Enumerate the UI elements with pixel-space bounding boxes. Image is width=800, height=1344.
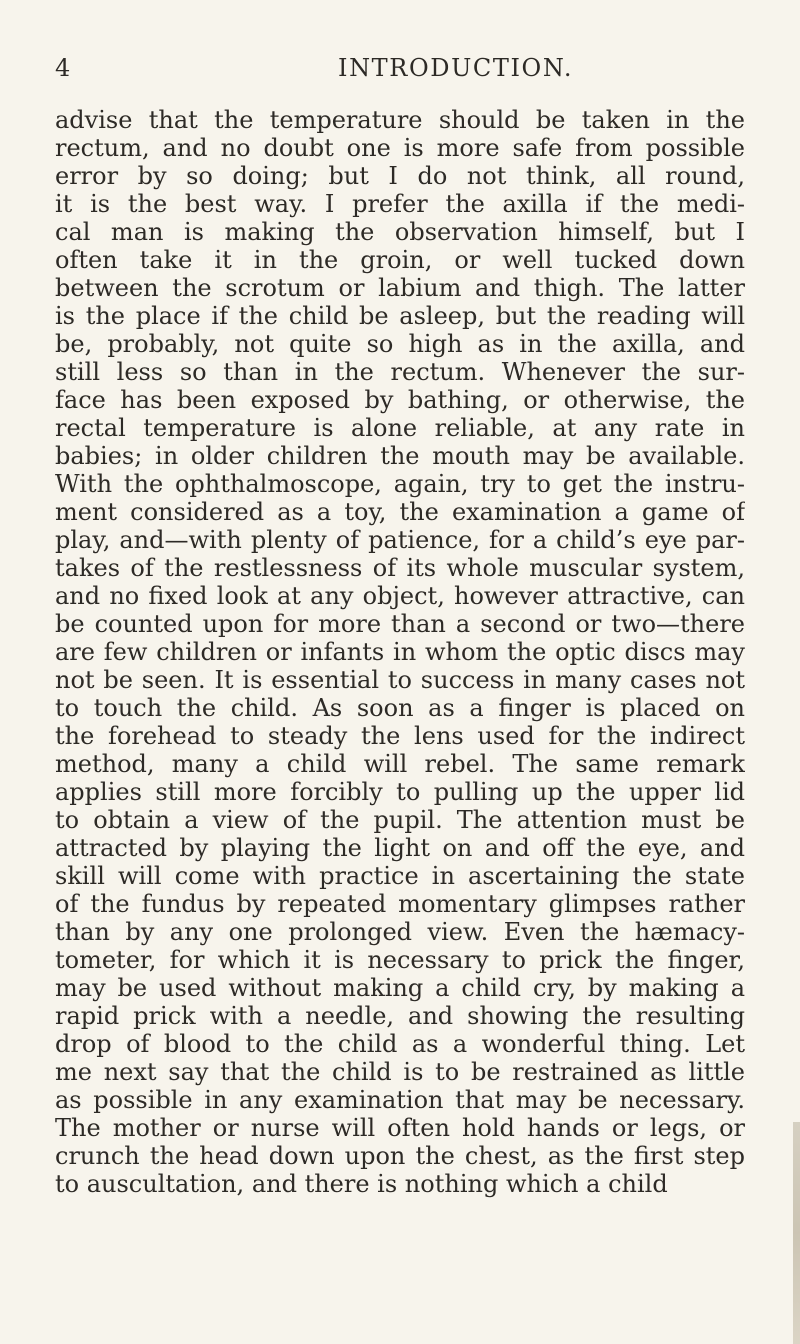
text-line: applies still more forcibly to pulling up the upper lid: [55, 778, 745, 806]
text-line: crunch the head down upon the chest, as the first step: [55, 1142, 745, 1170]
text-line: not be seen. It is essential to success in many cases not: [55, 666, 745, 694]
text-line: between the scrotum or labium and thigh. The latter: [55, 274, 745, 302]
text-line: may be used without making a child cry, by making a: [55, 974, 745, 1002]
text-line: babies; in older children the mouth may be available.: [55, 442, 745, 470]
text-line: rectal temperature is alone reliable, at any rate in: [55, 414, 745, 442]
text-line: error by so doing; but I do not think, all round,: [55, 162, 745, 190]
text-line: face has been exposed by bathing, or otherwise, the: [55, 386, 745, 414]
text-line: and no fixed look at any object, however attractive, can: [55, 582, 745, 610]
text-line: still less so than in the rectum. Whenever the sur-: [55, 358, 745, 386]
text-line: to auscultation, and there is nothing which a child: [55, 1170, 668, 1198]
page-header: [0, 54, 800, 86]
text-line: play, and—with plenty of patience, for a child’s eye par-: [55, 526, 745, 554]
text-line: often take it in the groin, or well tucked down: [55, 246, 745, 274]
text-line: cal man is making the observation himself, but I: [55, 218, 745, 246]
text-line: drop of blood to the child as a wonderful thing. Let: [55, 1030, 745, 1058]
text-line: method, many a child will rebel. The same remark: [55, 750, 745, 778]
page-edge-shadow: [793, 1122, 800, 1344]
text-line: ment considered as a toy, the examination a game of: [55, 498, 745, 526]
text-line: advise that the temperature should be taken in the: [55, 106, 745, 134]
text-line: rectum, and no doubt one is more safe from possible: [55, 134, 745, 162]
text-line: takes of the restlessness of its whole muscular system,: [55, 554, 745, 582]
text-line: attracted by playing the light on and off the eye, and: [55, 834, 745, 862]
text-line: the forehead to steady the lens used for the indirect: [55, 722, 745, 750]
page-number: 4: [55, 54, 72, 82]
text-line: me next say that the child is to be restrained as little: [55, 1058, 745, 1086]
text-line: to obtain a view of the pupil. The attention must be: [55, 806, 745, 834]
text-line: be, probably, not quite so high as in the axilla, and: [55, 330, 745, 358]
text-line: it is the best way. I prefer the axilla if the medi-: [55, 190, 745, 218]
running-title: INTRODUCTION.: [338, 54, 574, 82]
text-line: With the ophthalmoscope, again, try to get the instru-: [55, 470, 745, 498]
text-line: of the fundus by repeated momentary glimpses rather: [55, 890, 745, 918]
text-line: tometer, for which it is necessary to prick the finger,: [55, 946, 745, 974]
text-line: are few children or infants in whom the optic discs may: [55, 638, 745, 666]
text-line: be counted upon for more than a second or two—there: [55, 610, 745, 638]
text-line: than by any one prolonged view. Even the hæmacy-: [55, 918, 745, 946]
text-line: as possible in any examination that may be necessary.: [55, 1086, 745, 1114]
text-line: skill will come with practice in ascertaining the state: [55, 862, 745, 890]
text-line: rapid prick with a needle, and showing the resulting: [55, 1002, 745, 1030]
text-line: is the place if the child be asleep, but the reading will: [55, 302, 745, 330]
text-line: to touch the child. As soon as a finger is placed on: [55, 694, 745, 722]
body-text: [55, 106, 745, 1198]
text-line: The mother or nurse will often hold hands or legs, or: [55, 1114, 745, 1142]
